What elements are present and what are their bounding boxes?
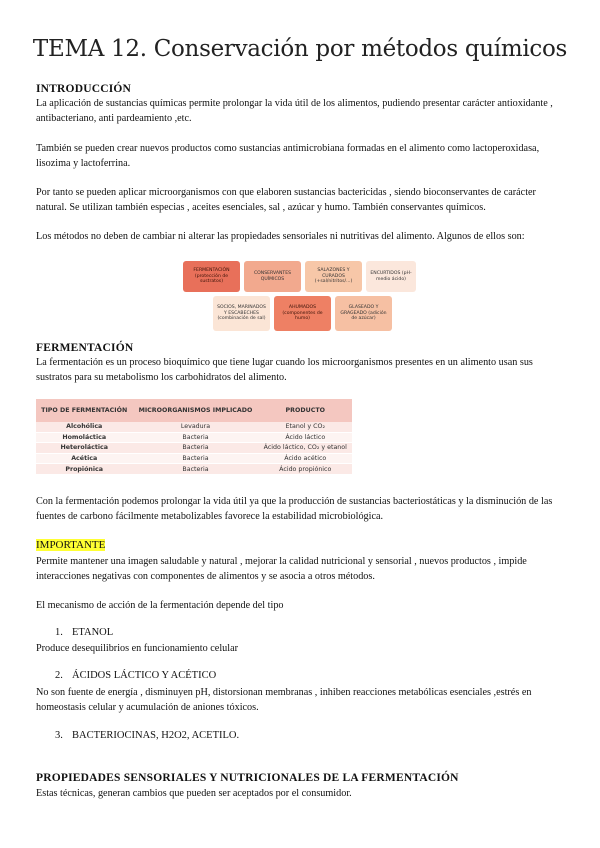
intro-paragraph-2: También se pueden crear nuevos productos como sustancias antimicrobiana formadas en el alimento como lactoperoxidasa, lisozima y lactoferrina. [36,143,540,169]
diagram-box-socios: SOCIOS, MARINADOS Y ESCABECHES (combinación de sal) [213,296,270,331]
fermentacion-paragraph-1: La fermentación es un proceso bioquímico que tiene lugar cuando los microorganismos presentes en un alimento usan sus sustratos para su metabolismo los carbohidratos del alimento. [36,357,533,383]
table-cell: Etanol y CO₂ [259,422,352,432]
table-cell: Bacteria [132,453,258,464]
table-header-producto: PRODUCTO [259,399,352,422]
table-row [36,464,352,475]
table-row [36,432,352,443]
list-number: 1. [55,627,63,638]
table-row [36,422,352,432]
fermentation-table [36,399,352,475]
list-item-2-text: No son fuente de energía , disminuyen pH, distorsionan membranas , inhiben reacciones metabólicas esenciales ,estrés en homeostasis celular y acumulación de aniones tóxicos. [36,687,532,713]
intro-paragraph-1: La aplicación de sustancias químicas permite prolongar la vida útil de los alimentos, pudiendo presentar carácter antioxidante , antibacteriano, anti pardeamiento ,etc. [36,98,553,124]
list-item-3-title [55,730,239,741]
list-number: 3. [55,730,63,741]
list-item-1-text: Produce desequilibrios en funcionamiento celular [36,643,238,654]
section-heading-fermentacion: FERMENTACIÓN [36,342,134,354]
table-cell: Heteroláctica [36,443,132,454]
diagram-box-fermentacion: FERMENTACIÓN (protección de sustratos) [183,261,240,292]
intro-paragraph-4: Los métodos no deben de cambiar ni alterar las propiedades sensoriales ni nutritivas del alimento. Algunos de ellos son: [36,231,525,242]
table-cell: Levadura [132,422,258,432]
table-cell: Ácido láctico [259,432,352,443]
table-row [36,443,352,454]
table-cell: Bacteria [132,464,258,475]
intro-paragraph-3: Por tanto se pueden aplicar microorganismos con que elaboren sustancias bactericidas , siendo bioconservantes de carácter natural. Se utilizan también especias , aceites esenciales, sal , azúcar y humo. También conservantes químicos. [36,187,536,213]
list-item-1-title [55,627,113,638]
table-cell: Propiónica [36,464,132,475]
importante-paragraph-1: Permite mantener una imagen saludable y natural , mejorar la calidad nutricional y sensorial , nuevos productos , impide interacciones negativas con componentes de alimentos y se asocia a otros métodos. [36,556,527,582]
importante-label-line [36,538,566,553]
list-label: ÁCIDOS LÁCTICO Y ACÉTICO [72,670,217,681]
section-heading-propiedades: PROPIEDADES SENSORIALES Y NUTRICIONALES DE LA FERMENTACIÓN [36,772,459,784]
fermentacion-paragraph-2: Con la fermentación podemos prolongar la vida útil ya que la producción de sustancias bacteriostáticas y la disminución de las fuentes de carbono fácilmente metabolizables favorece la estabilidad microbiológica. [36,496,553,522]
table-row [36,453,352,464]
list-item-2-title [55,670,216,681]
table-cell: Bacteria [132,432,258,443]
list-label: BACTERIOCINAS, H2O2, ACETILO. [72,730,240,741]
list-number: 2. [55,670,63,681]
diagram-box-conservantes: CONSERVANTES QUÍMICOS [244,261,301,292]
diagram-box-salazones: SALAZONES Y CURADOS (+sal/nitritos/...) [305,261,362,292]
table-cell: Acética [36,453,132,464]
diagram-box-glaseado: GLASEADO Y GRAGEADO (adición de azúcar) [335,296,392,331]
propiedades-paragraph-1: Estas técnicas, generan cambios que pueden ser aceptados por el consumidor. [36,788,352,799]
section-heading-introduccion: INTRODUCCIÓN [36,83,132,95]
table-cell: Ácido láctico, CO₂ y etanol [259,443,352,454]
table-cell: Homoláctica [36,432,132,443]
list-label: ETANOL [72,627,114,638]
table-cell: Ácido propiónico [259,464,352,475]
importante-highlight: IMPORTANTE [36,539,106,551]
table-cell: Bacteria [132,443,258,454]
table-header-microorganismos: MICROORGANISMOS IMPLICADO [132,399,258,422]
importante-paragraph-2: El mecanismo de acción de la fermentación depende del tipo [36,600,284,611]
table-header-tipo: TIPO DE FERMENTACIÓN [36,399,132,422]
diagram-box-ahumados: AHUMADOS (componentes de humo) [274,296,331,331]
table-cell: Ácido acético [259,453,352,464]
page-title: TEMA 12. Conservación por métodos químicos [32,36,568,62]
diagram-box-encurtidos: ENCURTIDOS (pH-medio ácido) [366,261,416,292]
table-header-row [36,399,352,422]
table-cell: Alcohólica [36,422,132,432]
